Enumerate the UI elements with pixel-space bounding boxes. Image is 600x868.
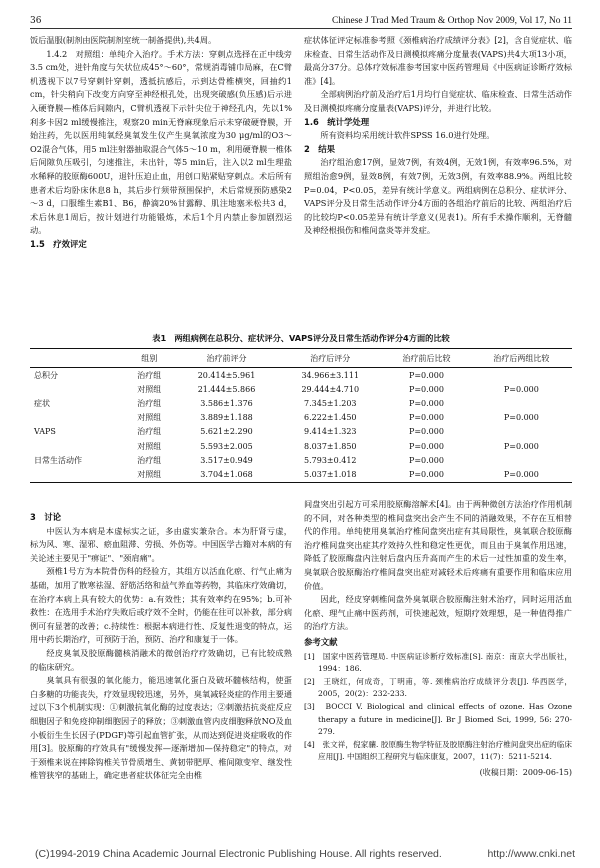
paragraph: 所有资料均采用统计软件SPSS 16.0进行处理。 <box>320 130 495 141</box>
reference-item: [3] BOCCI V. Biological and clinical effects of ozone. Has Ozone therapy a future in medicine[J]. Br J Biomed Sci, 1999, 56: 270-279. <box>304 701 572 737</box>
table-cell: 9.414±1.323 <box>304 427 357 437</box>
table-cell: 3.704±1.068 <box>200 469 253 479</box>
table-cell: 症状 <box>34 398 50 408</box>
section-heading-statistics: 1.6 统计学处理 <box>304 116 370 127</box>
table-cell: P=0.000 <box>408 370 444 380</box>
table-cell: 日常生活动作 <box>34 455 82 465</box>
table-cell: 对照组 <box>137 441 162 451</box>
table-row <box>30 467 572 482</box>
table-cell: P=0.000 <box>408 384 444 394</box>
column-header: 治疗前后比较 <box>402 353 451 363</box>
table-cell <box>30 382 124 396</box>
table-cell: P=0.000 <box>503 469 539 479</box>
paragraph-control-group-method: 1.4.2 对照组：单纯介入治疗。手术方法：穿刺点选择在正中线旁3.5 cm处，进针角度与矢状位成45°～60°，常规消毒铺巾局麻，在C臂机透视下以7号穿刺针穿刺，透抵抗感后，示到达骨椎横突，回抽约1 cm，针尖稍向下改变方向穿至神经根孔处，出现突破感(负压感)后示进入硬脊膜—椎体后间隙内，C臂机透视下示针尖位于神经孔内，先以1%利多卡因2 ml缓慢推注，观察20 min无脊麻现象后示未穿破硬脊膜，开始注药，先以医用纯氧经臭氧发生仪产生臭氧浓度为30 μg/ml的O3～O2混合气体，用5 ml注射器抽取混合气体5～10 m，利用硬脊膜一椎体后间隙负压吸引，匀速推注，未出针，等5 min后，注入以2 ml生理盐水稀释的胶原酶600U，退针压迫止血，用创口贴紧贴穿刺点。术后所有患者术后均卧床休息8 h，其后步行须带预围保护，术后常规预防感染2～3 d，口服维生素B1、B6，静滴20%甘露醇、肌注地塞米松共3 d，术后休息1周后，按计划进行功能锻炼，术后1个月内禁止参加剧烈运动。 <box>30 48 292 236</box>
table-cell: P=0.000 <box>408 455 444 465</box>
table-row <box>30 453 572 467</box>
table-cell: P=0.000 <box>408 413 444 423</box>
table-cell <box>471 368 572 383</box>
table-cell: 治疗组 <box>137 370 162 380</box>
table-cell: 3.586±1.376 <box>200 398 253 408</box>
table-cell: 3.889±1.188 <box>200 413 253 423</box>
table-row <box>30 368 572 383</box>
column-header: 治疗后评分 <box>310 353 351 363</box>
copyright-notice: (C)1994-2019 China Academic Journal Electronic Publishing House. All rights reserved. <box>35 848 442 860</box>
table-row <box>30 425 572 439</box>
table-header-row <box>30 349 572 368</box>
table-cell: 治疗组 <box>137 427 162 437</box>
paragraph: 臭氧具有很强的氧化能力，能迅速氧化蛋白及破坏髓核结构，使蛋白多糖的功能丧失，疗效显现较迅速，另外，臭氧减轻炎症的作用主要通过以下3个机制实现：①刺激抗氧化酶的过度表达；②刺激拮抗炎症反应细胞因子和免疫抑制细胞因子的释放；③刺激血管内皮细胞释放NO及血小板衍生生长因子(PDGF)等引起血管扩张，从而达到促进炎症吸收的作用[3]。胶原酶的疗效具有"缓慢发挥—逐渐增加—保持稳定"的特点，对于颈椎来说在摔除钩椎关节骨质增生、黄韧带肥厚、椎间隙变窄、继发性椎管狭窄的基础上，确定患者症状体征完全由椎 <box>30 675 293 781</box>
table-cell: 治疗组 <box>137 398 162 408</box>
table-cell: 对照组 <box>137 413 162 423</box>
results-table-block <box>30 333 572 483</box>
reference-item: [2] 王晓红，何成奇，丁明甫，等. 颈椎病治疗成绩评分表[J]. 华西医学，2005，20(2)：232-233. <box>304 676 572 699</box>
table-cell: 对照组 <box>137 469 162 479</box>
table-cell: 5.037±1.018 <box>304 469 357 479</box>
table-caption: 表1 两组病例在总积分、症状评分、VAPS评分及日常生活动作评分4方面的比较 <box>152 333 450 343</box>
table-cell: P=0.000 <box>503 441 539 451</box>
table-cell <box>471 396 572 410</box>
table-cell: P=0.000 <box>503 384 539 394</box>
table-cell: 7.345±1.203 <box>304 398 357 408</box>
paragraph: 饭后温服(制剂由医院制剂室统一制备提供),共4周。 <box>30 35 217 45</box>
results-table <box>30 348 572 483</box>
table-cell: 21.444±5.866 <box>197 384 256 394</box>
table-cell: P=0.000 <box>503 413 539 423</box>
table-cell: 29.444±4.710 <box>301 384 360 394</box>
reference-item: [1] 国家中医药管理局. 中医病证诊断疗效标准[S]. 南京：南京大学出版社，1994：186. <box>304 651 572 674</box>
table-cell <box>30 467 124 482</box>
table-cell: 总积分 <box>34 370 58 380</box>
table-cell <box>471 425 572 439</box>
column-header: 治疗前评分 <box>206 353 247 363</box>
table-cell: 5.621±2.290 <box>200 427 253 437</box>
table-cell: 5.793±0.412 <box>304 455 357 465</box>
paragraph: 症状体征评定标准参考照《颈椎病治疗成绩评分表》[2]，含自觉症状、临床检查、日常生活动作及日测模拟疼痛分度量表(VAPS)共4大项13小项，最高分37分。总体疗效标准参考国家中医药管理局《中医病证诊断疗效标准》[4]。 <box>304 35 572 86</box>
table-body <box>30 368 572 483</box>
table-cell <box>30 411 124 425</box>
paragraph: 间盘突出引起方可采用胶原酶溶解术[4]。由于两种微创方法治疗作用机制的不同，对各种类型的椎间盘突出会产生不同的消融效果，不存在互相替代的作用。单纯使用臭氧治疗椎间盘突出症有其局限性，臭氧联合胶原酶治疗椎间盘突出症其疗效持久性和稳定性更优，而且由于臭氧作用迅速，降低了胶原酶盘内注射后盘内压升高而产生的术后一过性加重的发生率，臭氧联合胶原酶治疗椎间盘突出症对减轻术后疼痛有重要作用和临床应用价值。 <box>304 499 572 591</box>
column-header: 治疗后两组比较 <box>493 353 550 363</box>
right-column-bottom <box>304 498 572 779</box>
table-cell: 3.517±0.949 <box>200 455 253 465</box>
left-column-bottom <box>30 511 292 783</box>
running-header <box>30 8 572 29</box>
table-cell: P=0.000 <box>408 441 444 451</box>
table-cell <box>30 439 124 453</box>
references-heading: 参考文献 <box>304 636 338 647</box>
table-cell: P=0.000 <box>408 398 444 408</box>
table-cell: 5.593±2.005 <box>200 441 253 451</box>
table-cell <box>471 453 572 467</box>
right-column-top <box>304 34 572 238</box>
page-number: 36 <box>30 16 42 26</box>
table-row <box>30 382 572 396</box>
table-cell: 34.966±3.111 <box>301 370 360 380</box>
section-heading-results: 2 结果 <box>304 143 335 154</box>
received-date: (收稿日期：2009-06-15) <box>479 767 572 777</box>
table-row <box>30 411 572 425</box>
table-cell: 治疗组 <box>137 455 162 465</box>
reference-item: [4] 张文祥，倪家骧. 胶原酶生物学特征及胶原酶注射治疗椎间盘突出症的临床应用[J]. 中国组织工程研究与临床康复，2007，11(7)：5211-5214. <box>304 739 572 762</box>
journal-citation: Chinese J Trad Med Traum & Orthop Nov 2009, Vol 17, No 11 <box>332 16 572 26</box>
reference-list <box>304 651 572 764</box>
table-cell: 6.222±1.450 <box>304 413 357 423</box>
section-heading-discussion: 3 讨论 <box>30 512 61 522</box>
column-header: 组别 <box>141 353 158 363</box>
cnki-link[interactable]: http://www.cnki.net <box>487 848 575 860</box>
paragraph: 全部病例治疗前及治疗后1月均行自觉症状、临床检查、日常生活动作及日测模拟疼痛分度量表(VAPS)评分，并进行比较。 <box>304 89 572 113</box>
table-row <box>30 439 572 453</box>
paragraph: 中医认为本病是本虚标实之证，多由虚实兼杂合。本为肝肾亏虚，标为风、寒、湿邪、瘀血阻滞、劳损、外伤等。中国医学古籍对本病的有关论述主要见于"痹证"、"颈肩痛"。 <box>30 525 293 563</box>
section-heading-efficacy: 1.5 疗效评定 <box>30 238 87 249</box>
paragraph-results: 治疗组治愈17例，显效7例，有效4例，无效1例，有效率96.5%，对照组治愈9例，显效8例，有效7例，无效3例，有效率88.9%。两组比较P=0.04，P<0.05，差异有统计学意义。两组病例在总积分、症状评分、VAPS评分及日常生活动作评分4方面的各组治疗前后的比较、两组治疗后的比较均P<0.05差异有统计学意义(见表1)。所有手术操作顺利，无脊髓及神经根损伤和椎间盘炎等并发症。 <box>304 157 572 236</box>
paragraph: 经皮臭氧及胶原酶髓核消融术的微创治疗疗效确切，已有比较成熟的临床研究。 <box>30 647 292 672</box>
table-row <box>30 396 572 410</box>
paragraph-conclusion: 因此，经皮穿刺椎间盘外臭氧联合胶原酶注射术治疗，同时运用活血化瘀、理气止痛中医药剂，可快速起效，短期疗效理想，是一种值得推广的治疗方法。 <box>304 594 572 632</box>
paragraph: 颈椎1号方为本院骨伤科的经验方，其组方以活血化瘀、行气止痛为基础，加用了散寒祛湿、舒筋活络和益气养血等药物，其临床疗效确切，在治疗本病上具有较大的优势：a.有效性；其有效率约在95%；b.可补救性：在选用手术治疗失败后或疗效不全时，仍能在往可以补救，部分病例可有显著的改善；c.持续性：根据本病进行性、反复性退变的特点，运用中药长期治疗，可预防于治，预防、治疗和康复于一体。 <box>30 566 293 645</box>
table-cell: 8.037±1.850 <box>304 441 357 451</box>
table-cell: P=0.000 <box>408 469 444 479</box>
left-column-top <box>30 34 292 252</box>
column-header <box>30 349 124 368</box>
table-cell: 对照组 <box>137 384 162 394</box>
table-cell: 20.414±5.961 <box>197 370 256 380</box>
table-cell: P=0.000 <box>408 427 444 437</box>
table-cell: VAPS <box>34 427 56 437</box>
